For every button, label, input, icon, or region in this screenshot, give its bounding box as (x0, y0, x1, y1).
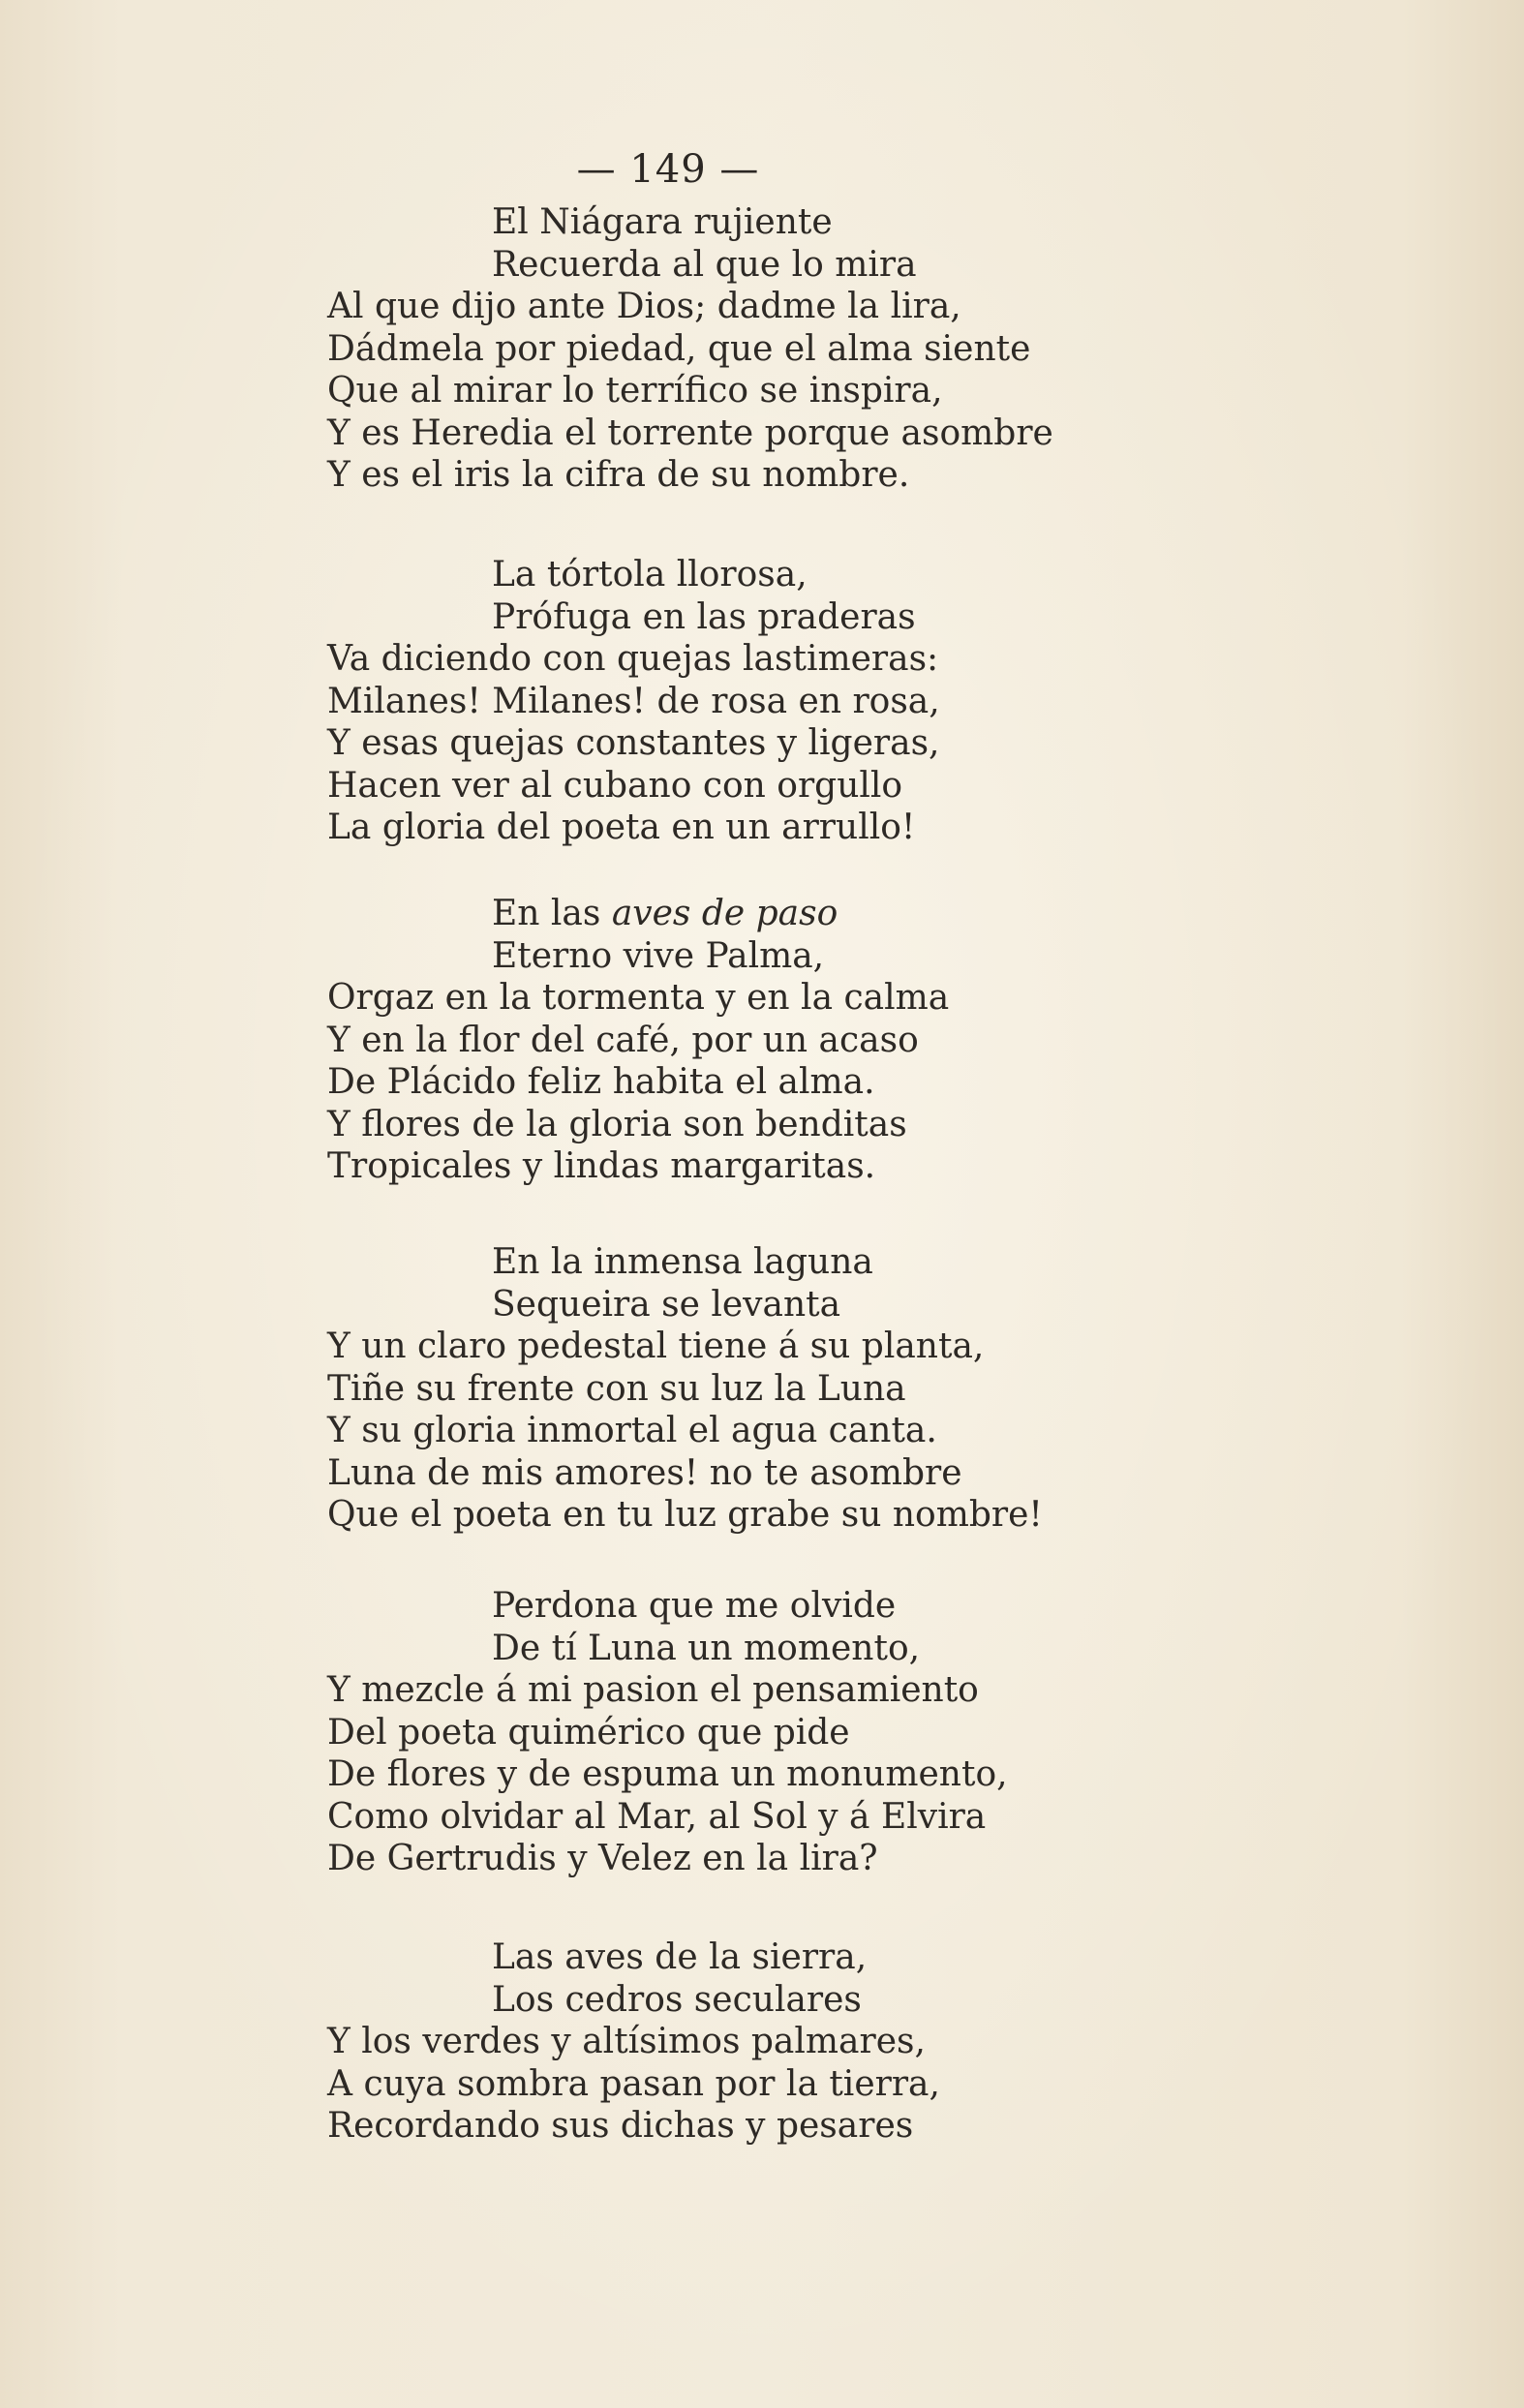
verse-line: Al que dijo ante Dios; dadme la lira, (327, 287, 961, 326)
verse-line: Y esas quejas constantes y ligeras, (327, 723, 940, 763)
verse-line: Que al mirar lo terrífico se inspira, (327, 371, 943, 411)
verse-line: Recuerda al que lo mira (492, 244, 917, 285)
verse-line: De Gertrudis y Velez en la lira? (327, 1839, 878, 1878)
verse-line: Y su gloria inmortal el agua canta. (327, 1411, 937, 1450)
verse-line: Sequeira se levanta (492, 1284, 841, 1325)
verse-line: Orgaz en la tormenta y en la calma (327, 978, 950, 1018)
verse-line: Y un claro pedestal tiene á su planta, (327, 1326, 985, 1366)
verse-line: La gloria del poeta en un arrullo! (327, 808, 916, 847)
verse-line: Que el poeta en tu luz grabe su nombre! (327, 1495, 1043, 1535)
verse-line: Tiñe su frente con su luz la Luna (327, 1368, 906, 1409)
verse-line: En la inmensa laguna (492, 1242, 873, 1282)
verse-line: La tórtola llorosa, (492, 555, 808, 594)
italic-phrase: aves de paso (611, 894, 838, 933)
verse-line: Y los verdes y altísimos palmares, (327, 2022, 926, 2061)
verse-line: Recordando sus dichas y pesares (327, 2106, 914, 2146)
verse-line: Eterno vive Palma, (492, 935, 825, 976)
verse-line: De tí Luna un momento, (492, 1628, 921, 1668)
verse-line: Los cedros seculares (492, 1979, 862, 2020)
stanza-5 (327, 1585, 1121, 1880)
verse-line: Dádmela por piedad, que el alma siente (327, 328, 1031, 369)
stanza-3 (327, 893, 1121, 1188)
stanza-1 (327, 201, 1121, 497)
verse-line: Tropicales y lindas margaritas. (327, 1146, 876, 1186)
verse-line: A cuya sombra pasan por la tierra, (327, 2063, 940, 2104)
verse-line: Del poeta quimérico que pide (327, 1712, 850, 1753)
verse-line: De flores y de espuma un monumento, (327, 1754, 1008, 1794)
stanza-6 (327, 1936, 1121, 2148)
verse-text: En las (492, 894, 612, 933)
verse-line: Milanes! Milanes! de rosa en rosa, (327, 681, 940, 721)
verse-line: Y flores de la gloria son benditas (327, 1104, 907, 1144)
stanza-4 (327, 1241, 1121, 1537)
verse-line: Perdona que me olvide (492, 1586, 897, 1626)
verse-line: Y mezcle á mi pasion el pensamiento (327, 1670, 979, 1710)
verse-line: Va diciendo con quejas lastimeras: (327, 639, 939, 679)
page-number: — 149 — (576, 147, 760, 192)
verse-line: Luna de mis amores! no te asombre (327, 1452, 962, 1493)
verse-line: Y es el iris la cifra de su nombre. (327, 455, 910, 495)
stanza-2 (327, 554, 1121, 849)
verse-line: Prófuga en las praderas (492, 596, 916, 637)
verse-line: El Niágara rujiente (492, 202, 833, 242)
verse-line: Las aves de la sierra, (492, 1937, 868, 1977)
verse-line: Y es Heredia el torrente porque asombre (327, 412, 1053, 453)
verse-line: De Plácido feliz habita el alma. (327, 1062, 875, 1102)
verse-line: Y en la flor del café, por un acaso (327, 1020, 919, 1060)
verse-line: Como olvidar al Mar, al Sol y á Elvira (327, 1796, 987, 1837)
verse-line: Hacen ver al cubano con orgullo (327, 765, 903, 806)
verse-line (327, 893, 1121, 935)
